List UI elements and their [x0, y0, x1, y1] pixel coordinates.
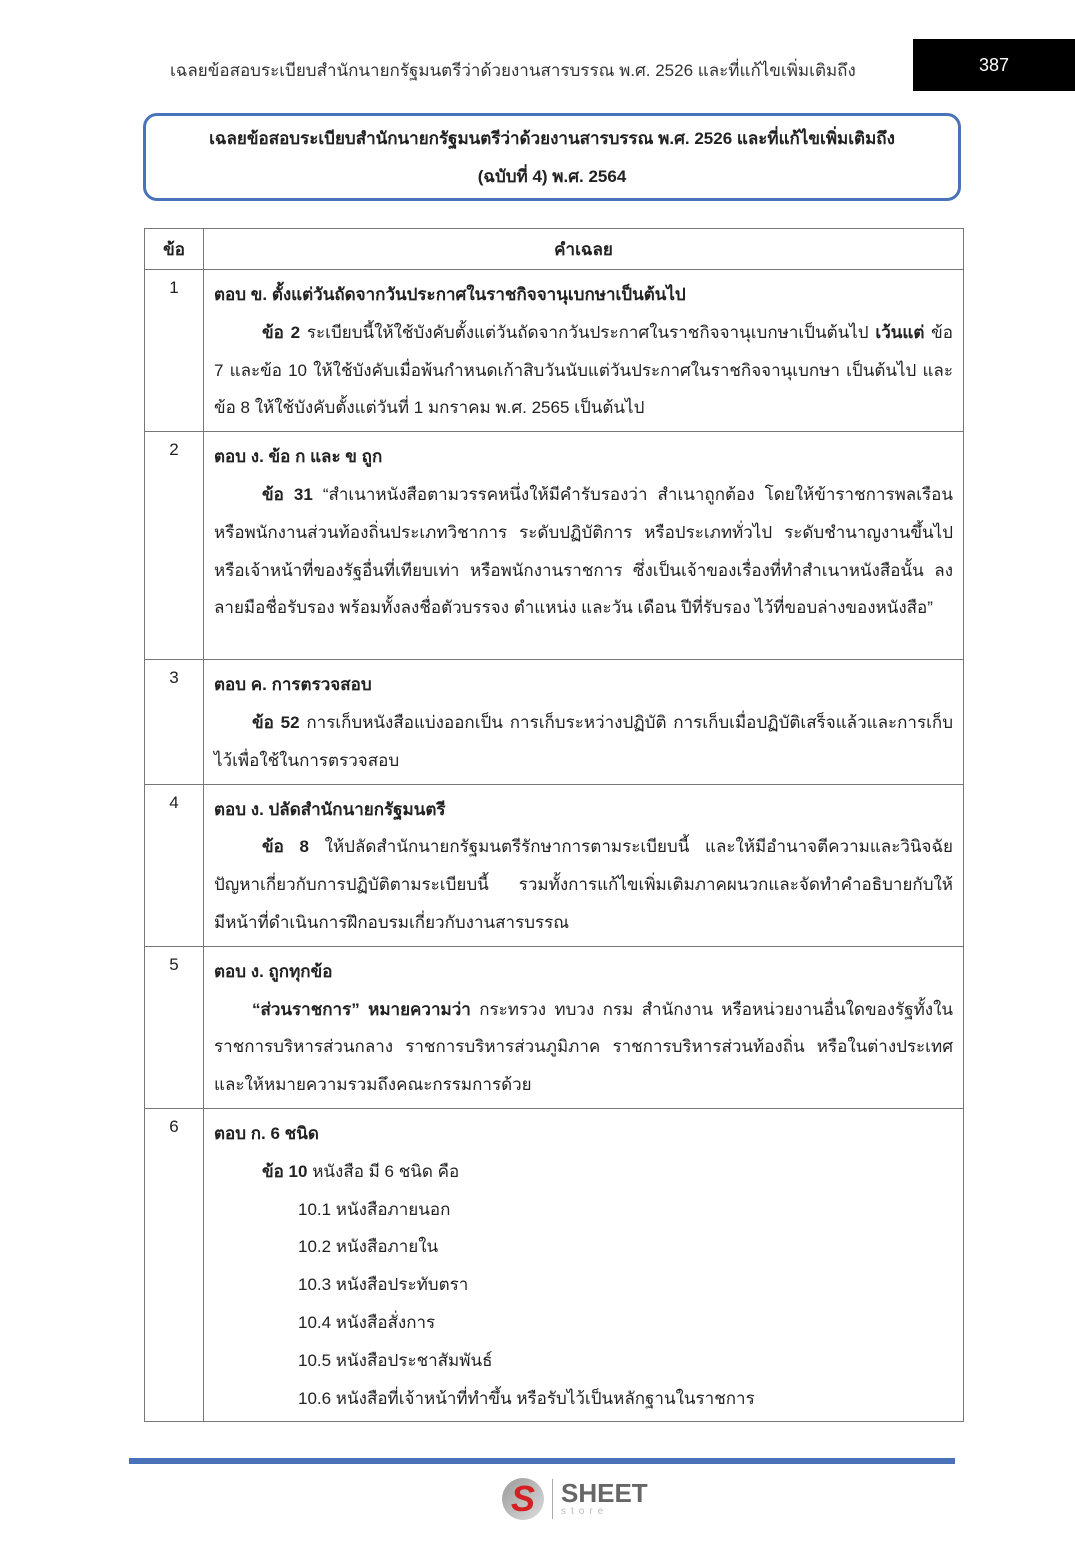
logo-separator [552, 1479, 553, 1519]
explanation-paragraph [214, 1304, 953, 1342]
page-footer [0, 1458, 1075, 1538]
row-number: 1 [145, 270, 204, 432]
row-number: 3 [145, 660, 204, 784]
explanation-paragraph [214, 476, 953, 627]
bold-reference: ข้อ 2 [262, 322, 307, 342]
explanation-paragraph [214, 1266, 953, 1304]
row-answer-cell [204, 432, 964, 660]
row-number: 4 [145, 784, 204, 946]
explanation-text: หนังสือ มี 6 ชนิด คือ [312, 1161, 460, 1181]
footer-divider [129, 1458, 955, 1464]
explanation-text: 10.5 หนังสือประชาสัมพันธ์ [298, 1350, 493, 1370]
answer-choice: ตอบ ง. ข้อ ก และ ข ถูก [214, 447, 383, 467]
bold-reference: ข้อ 8 [262, 837, 325, 857]
title-line-2: (ฉบับที่ 4) พ.ศ. 2564 [477, 167, 627, 186]
row-answer-cell [204, 784, 964, 946]
table-row [145, 784, 964, 946]
running-title: เฉลยข้อสอบระเบียบสำนักนายกรัฐมนตรีว่าด้วยงานสารบรรณ พ.ศ. 2526 และที่แก้ไขเพิ่มเติมถึง [170, 61, 856, 80]
explanation-text: ให้ปลัดสำนักนายกรัฐมนตรีรักษาการตามระเบียบนี้ และให้มีอำนาจตีความและวินิจฉัยปัญหาเกี่ยวกับการปฏิบัติตามระเบียบนี้ รวมทั้งการแก้ไขเพิ่มเติมภาคผนวกและจัดทำคำอธิบายกับให้มีหน้าที่ดำเนินการฝึกอบรมเกี่ยวกับงานสารบรรณ [214, 837, 953, 932]
explanation-text: ระเบียบนี้ให้ใช้บังคับตั้งแต่วันถัดจากวันประกาศในราชกิจจานุเบกษาเป็นต้นไป [306, 322, 876, 342]
bold-reference: ข้อ 31 [262, 484, 323, 504]
row-number: 6 [145, 1108, 204, 1421]
bold-reference: ข้อ 52 [252, 712, 307, 732]
row-answer-cell [204, 1108, 964, 1421]
bold-reference: ข้อ 10 [262, 1161, 313, 1181]
explanation-text: 10.4 หนังสือสั่งการ [298, 1312, 436, 1332]
header-answer: คำเฉลย [204, 229, 964, 270]
explanation-paragraph [214, 1191, 953, 1229]
explanation-text: กระทรวง ทบวง กรม สำนักงาน หรือหน่วยงานอื่นใดของรัฐทั้งในราชการบริหารส่วนกลาง ราชการบริหารส่วนภูมิภาค ราชการบริหารส่วนท้องถิ่น หรือในต่างประเทศและให้หมายความรวมถึงคณะกรรมการด้วย [214, 999, 954, 1095]
explanation-text: 10.1 หนังสือภายนอก [298, 1199, 451, 1219]
answer-choice: ตอบ ง. ถูกทุกข้อ [214, 961, 333, 981]
bold-reference: “ส่วนราชการ” หมายความว่า [252, 999, 480, 1019]
explanation-paragraph [214, 1342, 953, 1380]
explanation-paragraph [214, 1228, 953, 1266]
row-number: 5 [145, 946, 204, 1108]
page-header [0, 0, 1075, 228]
bold-reference: เว้นแต่ [875, 322, 925, 342]
logo-s-icon: S [502, 1478, 544, 1520]
answer-choice: ตอบ ก. 6 ชนิด [214, 1123, 319, 1143]
table-row [145, 1108, 964, 1421]
answer-choice: ตอบ ง. ปลัดสำนักนายกรัฐมนตรี [214, 799, 446, 819]
explanation-paragraph [214, 704, 953, 780]
header-number: ข้อ [145, 229, 204, 270]
row-number: 2 [145, 432, 204, 660]
explanation-paragraph [214, 1380, 953, 1418]
explanation-paragraph [214, 314, 953, 427]
explanation-paragraph [214, 1153, 953, 1191]
row-answer-cell [204, 660, 964, 784]
row-answer-cell [204, 270, 964, 432]
explanation-paragraph [214, 828, 953, 941]
explanation-text: “สำเนาหนังสือตามวรรคหนึ่งให้มีคำรับรองว่า สำเนาถูกต้อง โดยให้ข้าราชการพลเรือนหรือพนักงานส่วนท้องถิ่นประเภทวิชาการ ระดับปฏิบัติการ หรือประเภททั่วไป ระดับชำนาญงานขึ้นไปหรือเจ้าหน้าที่ของรัฐอื่นที่เทียบเท่า หรือพนักงานราชการ ซึ่งเป็นเจ้าของเรื่องที่ทำสำเนาหนังสือนั้น ลงลายมือชื่อรับรอง พร้อมทั้งลงชื่อตัวบรรจง ตำแหน่ง และวัน เดือน ปีที่รับรอง ไว้ที่ขอบล่างของหนังสือ” [214, 484, 953, 618]
explanation-text: 10.6 หนังสือที่เจ้าหน้าที่ทำขึ้น หรือรับไว้เป็นหลักฐานในราชการ [298, 1388, 755, 1408]
title-line-1: เฉลยข้อสอบระเบียบสำนักนายกรัฐมนตรีว่าด้วยงานสารบรรณ พ.ศ. 2526 และที่แก้ไขเพิ่มเติมถึง [209, 129, 895, 148]
table-row [145, 660, 964, 784]
sheet-store-logo [502, 1478, 648, 1520]
answer-table [144, 228, 964, 1422]
answer-choice: ตอบ ข. ตั้งแต่วันถัดจากวันประกาศในราชกิจจานุเบกษาเป็นต้นไป [214, 285, 686, 304]
title-box [143, 113, 961, 201]
table-row [145, 432, 964, 660]
page-number: 387 [913, 39, 1075, 91]
logo-subtext: store [561, 1506, 609, 1518]
table-row [145, 946, 964, 1108]
explanation-text: 10.3 หนังสือประทับตรา [298, 1275, 469, 1295]
explanation-text: 10.2 หนังสือภายใน [298, 1237, 439, 1257]
explanation-paragraph [214, 991, 953, 1104]
table-row [145, 270, 964, 432]
explanation-text: การเก็บหนังสือแบ่งออกเป็น การเก็บระหว่างปฏิบัติ การเก็บเมื่อปฏิบัติเสร็จแล้วและการเก็บไว้เพื่อใช้ในการตรวจสอบ [214, 712, 953, 770]
answer-choice: ตอบ ค. การตรวจสอบ [214, 675, 372, 695]
explanation-text: ข้อ 7 และข้อ 10 ให้ใช้บังคับเมื่อพ้นกำหนดเก้าสิบวันนับแต่วันประกาศในราชกิจจานุเบกษา เป็นต้นไป และข้อ 8 ให้ใช้บังคับตั้งแต่วันที่ 1 มกราคม พ.ศ. 2565 เป็นต้นไป [214, 322, 953, 418]
logo-text: SHEET [561, 1478, 648, 1509]
row-answer-cell [204, 946, 964, 1108]
